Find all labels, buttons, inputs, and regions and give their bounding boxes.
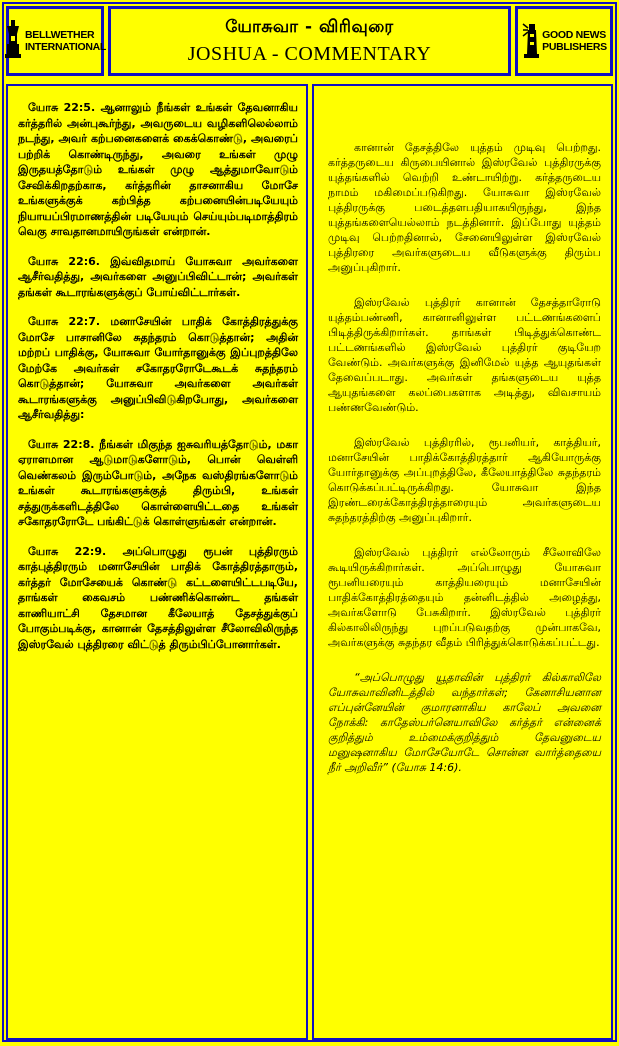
scripture-paragraph: யோசு 22:6. இவ்விதமாய் யோசுவா அவர்களை ஆசீர்வதித்து, அவர்களை அனுப்பிவிட்டான்; அவர்கள் தங்கள் கூடாரங்களுக்குப் போய்விட்டார்கள்.	[18, 254, 298, 299]
scripture-column	[6, 84, 308, 1040]
right-logo-line2: PUBLISHERS	[542, 41, 607, 53]
title-english: JOSHUA - COMMENTARY	[187, 42, 432, 65]
commentary-column	[312, 84, 613, 1040]
left-logo-line2: INTERNATIONAL	[24, 41, 107, 53]
scripture-paragraph: யோசு 22:8. நீங்கள் மிகுந்த ஐசுவரியத்தோடும், மகா ஏராளமான ஆடுமாடுகளோடும், பொன் வெள்ளி வெண்கலம் இரும்போடும், அநேக வஸ்திரங்களோடும் உங்கள் கூடாரங்களுக்குத் திரும்பி, உங்கள் சத்துருக்களிடத்திலே கொள்ளையிட்டதை உங்கள் சகோதரரோடே பங்கிட்டுக் கொள்ளுங்கள் என்றான்.	[18, 437, 298, 528]
commentary-paragraph: இஸ்ரவேல் புத்திரர் கானான் தேசத்தாரோடு யுத்தம்பண்ணி, கானானிலுள்ள பட்டணங்களைப் பிடித்திருக்கிறார்கள். தாங்கள் பிடித்துக்கொண்ட பட்டணங்களில் இஸ்ரவேல் புத்திரர் குடியேற வேண்டும். அவர்களுக்கு இனிமேல் யுத்த ஆயுதங்கள் தேவைப்படாது. அவர்கள் தங்களுடைய யுத்த ஆயுதங்களை கலப்பைகளாக அடித்து, விவசாயம் பண்ணவேண்டும்.	[328, 296, 601, 414]
header	[4, 4, 615, 78]
lighthouse-icon	[521, 20, 539, 62]
scripture-paragraph: யோசு 22:7. மனாசேயின் பாதிக் கோத்திரத்துக்கு மோசே பாசானிலே சுதந்தரம் கொடுத்தான்; அதின் மற்றப் பாதிக்கு, யோசுவா யோர்தானுக்கு இப்புறத்திலே மேற்கே அவர்கள் சகோதரரோடேகூடக் சுதந்தரம் கொடுத்தான்; யோசுவா அவர்களை அவர்கள் கூடாரங்களுக்கு அனுப்பிவிடுகிறபோது, அவர்களை ஆசீர்வதித்து:	[18, 315, 298, 421]
page	[2, 2, 617, 1042]
commentary-paragraph: கானான் தேசத்திலே யுத்தம் முடிவு பெற்றது. கர்த்தருடைய கிருபையினால் இஸ்ரவேல் புத்திரருக்கு யுத்தங்களில் வெற்றி உண்டாயிற்று. கர்த்தருடைய நாமம் மகிமைப்படுகிறது. யோசுவா இஸ்ரவேல் புத்திரருக்கு படைத்தளபதியாகயிருந்து, இந்த யுத்தங்களையெல்லாம் நடத்தினார். இப்போது யுத்தம் முடிவு பெற்றதினால், சேனையிலுள்ள இஸ்ரவேல் புத்திரரை அவர்களுடைய வீடுகளுக்கு திரும்ப அனுப்புகிறார்.	[328, 141, 601, 274]
title-tamil: யோசுவா - விரிவுரை	[225, 16, 394, 37]
left-logo-line1: BELLWETHER	[24, 29, 95, 41]
good-news-logo	[515, 6, 613, 76]
scripture-paragraph: யோசு 22:9. அப்பொழுது ரூபன் புத்திரரும் காத்புத்திரரும் மனாசேயின் பாதிக் கோத்திரத்தாரும், கர்த்தர் மோசேயைக் கொண்டு கட்டளையிட்டபடியே, தாங்கள் கைவசம் பண்ணிக்கொண்ட தங்கள் காணியாட்சி தேசமான கீலேயாத் தேசத்துக்குப் போகும்படிக்கு, கானான் தேசத்திலுள்ள சீலோவிலிருந்த இஸ்ரவேல் புத்திரரை விட்டுத் திரும்பிப்போனார்கள்.	[18, 544, 298, 651]
commentary-quote: “அப்பொழுது யூதாவின் புத்திரர் கில்காலிலே யோசுவாவினிடத்தில் வந்தார்கள்; கேனாசியனான எப்புன்னேயின் குமாரனாகிய காலேப் அவனை நோக்கி: காதேஸ்பர்னெயாவிலே கர்த்தர் என்னைக் குறித்தும் உம்மைக்குறித்தும் தேவனுடைய மனுஷனாகிய மோசேயோடே சொன்ன வார்த்தையை நீர் அறிவீர்” (யோசு 14:6).	[328, 671, 601, 774]
right-logo-line1: GOOD NEWS	[542, 29, 606, 41]
commentary-paragraph: இஸ்ரவேல் புத்திரர் எல்லோரும் சீலோவிலே கூடியிருக்கிறார்கள். அப்பொழுது யோசுவா ரூபனியரையும் காத்தியரையும் மனாசேயின் பாதிக்கோத்திரத்தையும் தன்னிடத்தில் அழைத்து, அவர்களோடு பேசுகிறார். இஸ்ரவேல் புத்திரர் கில்காலிலிருந்து புறப்படுவதற்கு முன்பாகவே, அவர்களுக்கு சுதந்தர வீதம் பிரித்துக்கொடுக்கப்பட்டது.	[328, 546, 601, 649]
bellwether-logo	[6, 6, 107, 76]
bell-tower-icon	[4, 20, 22, 62]
scripture-paragraph: யோசு 22:5. ஆனாலும் நீங்கள் உங்கள் தேவனாகிய கர்த்தரில் அன்புகூர்ந்து, அவருடைய வழிகளிலெல்லாம் நடந்து, அவர் கற்பனைகளைக் கைக்கொண்டு, அவரைப் பற்றிக் கொண்டிருந்து, அவரை உங்கள் முழு இருதயத்தோடும் உங்கள் முழு ஆத்துமாவோடும் சேவிக்கிறதற்காக, கர்த்தரின் தாசனாகிய மோசே உங்களுக்குக் கற்பித்த கற்பனையின்படியேயும் நியாயப்பிரமாணத்தின் படியேயும் செய்யும்படிமாத்திரம் வெகு சாவதானமாயிருங்கள் என்றான்.	[18, 101, 298, 238]
title-box	[108, 6, 511, 76]
commentary-paragraph: இஸ்ரவேல் புத்திரரில், ரூபனியர், காத்தியர், மனாசேயின் பாதிக்கோத்திரத்தார் ஆகியோருக்கு யோர்தானுக்கு அப்புறத்திலே, கீலேயாத்திலே சுதந்தரம் கொடுக்கப்பட்டிருக்கிறது. யோசுவா இந்த இரண்டரைக்கோத்திரத்தாரையும் அவர்களுடைய சுதந்தரத்திற்கு அனுப்புகிறார்.	[328, 436, 601, 524]
